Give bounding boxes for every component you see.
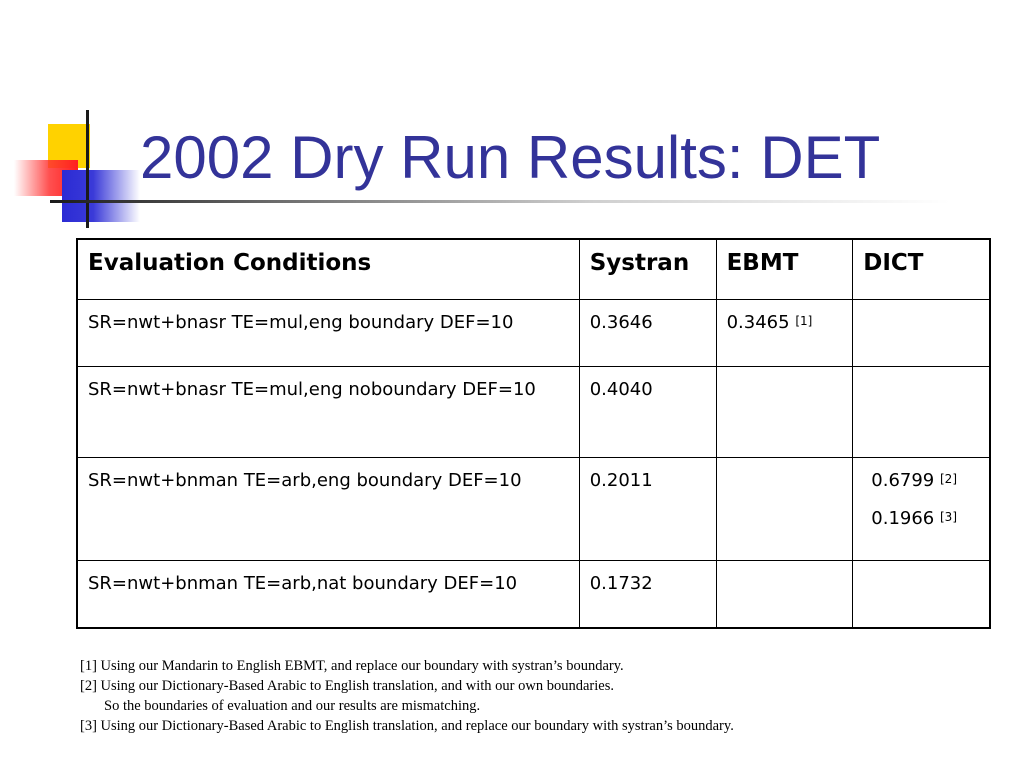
footnote-2-continued: So the boundaries of evaluation and our results are mismatching. — [104, 698, 481, 714]
cell-condition: SR=nwt+bnman TE=arb,nat boundary DEF=10 — [77, 561, 579, 629]
cell-systran: 0.3646 — [579, 300, 716, 367]
cell-ebmt — [716, 561, 853, 629]
header-ebmt: EBMT — [716, 239, 853, 300]
table-row — [77, 561, 990, 629]
header-systran: Systran — [579, 239, 716, 300]
table-header-row — [77, 239, 990, 300]
table-row — [77, 300, 990, 367]
dict-a-number: 0.6799 — [871, 470, 935, 491]
cell-dict — [853, 300, 990, 367]
decor-horizontal-rule — [50, 200, 950, 203]
dict-value-a — [863, 467, 979, 495]
cell-condition: SR=nwt+bnasr TE=mul,eng noboundary DEF=10 — [77, 367, 579, 458]
decor-blue-square — [62, 170, 140, 222]
footnotes — [80, 656, 734, 736]
footnote-ref-2: [2] — [940, 472, 957, 486]
ebmt-value: 0.3465 — [726, 312, 790, 333]
cell-condition: SR=nwt+bnman TE=arb,eng boundary DEF=10 — [77, 458, 579, 561]
cell-condition: SR=nwt+bnasr TE=mul,eng boundary DEF=10 — [77, 300, 579, 367]
table-row — [77, 367, 990, 458]
footnote-ref-1: [1] — [795, 314, 813, 328]
header-evaluation-conditions: Evaluation Conditions — [77, 239, 579, 300]
footnote-2: [2] Using our Dictionary-Based Arabic to English translation, and with our own boundaries. — [80, 678, 614, 694]
dict-b-number: 0.1966 — [871, 508, 935, 529]
header-dict: DICT — [853, 239, 990, 300]
footnote-ref-3: [3] — [940, 510, 957, 524]
footnote-3: [3] Using our Dictionary-Based Arabic to English translation, and replace our boundary with systran’s boundary. — [80, 718, 734, 734]
cell-dict — [853, 367, 990, 458]
cell-ebmt — [716, 300, 853, 367]
dict-spacer — [863, 495, 979, 505]
cell-systran: 0.2011 — [579, 458, 716, 561]
cell-systran: 0.1732 — [579, 561, 716, 629]
footnote-1: [1] Using our Mandarin to English EBMT, and replace our boundary with systran’s boundary. — [80, 658, 624, 674]
cell-ebmt — [716, 367, 853, 458]
cell-systran: 0.4040 — [579, 367, 716, 458]
dict-value-b — [863, 505, 979, 533]
cell-dict — [853, 458, 990, 561]
decor-vertical-line — [86, 110, 89, 228]
slide-title: 2002 Dry Run Results: DET — [140, 124, 881, 191]
results-table — [76, 238, 991, 629]
cell-dict — [853, 561, 990, 629]
table-row — [77, 458, 990, 561]
cell-ebmt — [716, 458, 853, 561]
